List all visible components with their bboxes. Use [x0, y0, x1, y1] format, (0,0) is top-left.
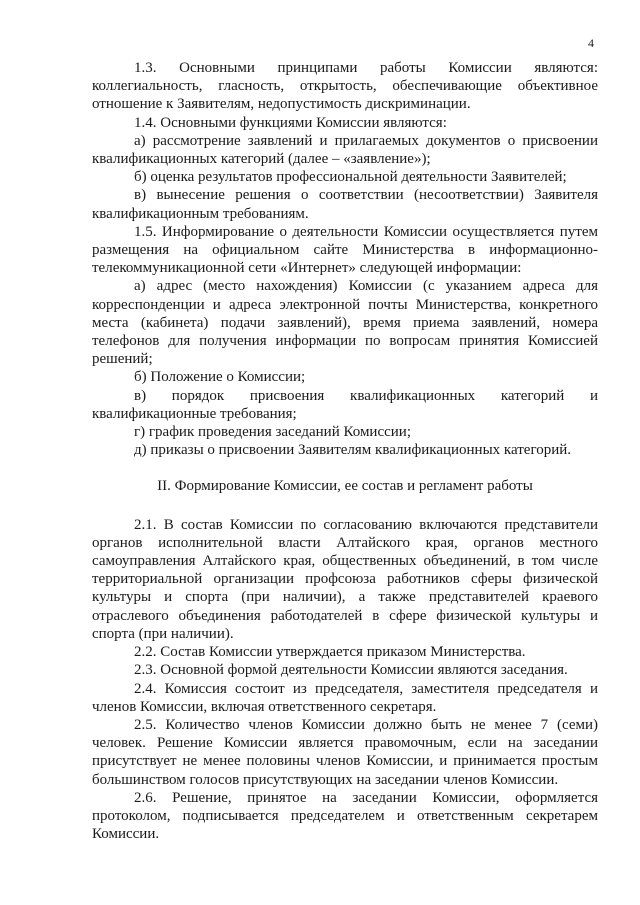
paragraph-1-5: 1.5. Информирование о деятельности Комиссии осуществляется путем размещения на официальном сайте Министерства в информационно-телекоммуникационной сети «Интернет» следующей информации: — [92, 223, 598, 277]
list-item-1-5-d: д) приказы о присвоении Заявителям квалификационных категорий. — [134, 442, 572, 459]
paragraph-2-2: 2.2. Состав Комиссии утверждается приказом Министерства. — [134, 644, 526, 661]
list-item-1-5-g: г) график проведения заседаний Комиссии; — [134, 424, 412, 441]
list-item-1-4-a: а) рассмотрение заявлений и прилагаемых документов о присвоении квалификационных категорий (далее – «заявление»); — [92, 132, 598, 168]
paragraph-2-3: 2.3. Основной формой деятельности Комиссии являются заседания. — [134, 662, 568, 679]
list-item-1-4-v: в) вынесение решения о соответствии (несоответствии) Заявителя квалификационным требованиям. — [92, 187, 598, 222]
list-item-1-5-b: б) Положение о Комиссии; — [134, 369, 306, 386]
paragraph-2-5: 2.5. Количество членов Комиссии должно быть не менее 7 (семи) человек. Решение Комиссии является правомочным, если на заседании присутствует не менее половины членов Комиссии, и принимается простым большинством голосов присутствующих на заседании членов Комиссии. — [92, 716, 598, 788]
paragraph-1-3: 1.3. Основными принципами работы Комиссии являются: коллегиальность, гласность, открытость, обеспечивающие объективное отношение к Заявителям, недопустимость дискриминации. — [92, 60, 598, 113]
paragraph-2-4: 2.4. Комиссия состоит из председателя, заместителя председателя и членов Комиссии, включая ответственного секретаря. — [92, 680, 598, 715]
paragraph-1-4: 1.4. Основными функциями Комиссии являются: — [134, 114, 447, 131]
document-body — [92, 59, 598, 843]
list-item-1-5-a: а) адрес (место нахождения) Комиссии (с указанием адреса для корреспонденции и адреса электронной почты Министерства, конкретного места (кабинета) подачи заявлений), время приема заявлений, номера телефонов для получения информации по вопросам принятия Комиссией решений; — [92, 278, 598, 368]
section-heading: II. Формирование Комиссии, ее состав и регламент работы — [157, 478, 533, 495]
list-item-1-5-v: в) порядок присвоения квалификационных категорий и квалификационные требования; — [92, 387, 598, 422]
page-number: 4 — [588, 36, 594, 50]
paragraph-2-6: 2.6. Решение, принятое на заседании Комиссии, оформляется протоколом, подписывается председателем и ответственным секретарем Комиссии. — [92, 789, 598, 843]
list-item-1-4-b: б) оценка результатов профессиональной деятельности Заявителей; — [134, 169, 567, 186]
paragraph-2-1: 2.1. В состав Комиссии по согласованию включаются представители органов исполнительной власти Алтайского края, органов местного самоуправления Алтайского края, общественных объединений, в том числе территориальной организации профсоюза работников сферы физической культуры и спорта (при наличии), а также представителей краевого отраслевого объединения работодателей в сфере физической культуры и спорта (при наличии). — [92, 516, 598, 642]
